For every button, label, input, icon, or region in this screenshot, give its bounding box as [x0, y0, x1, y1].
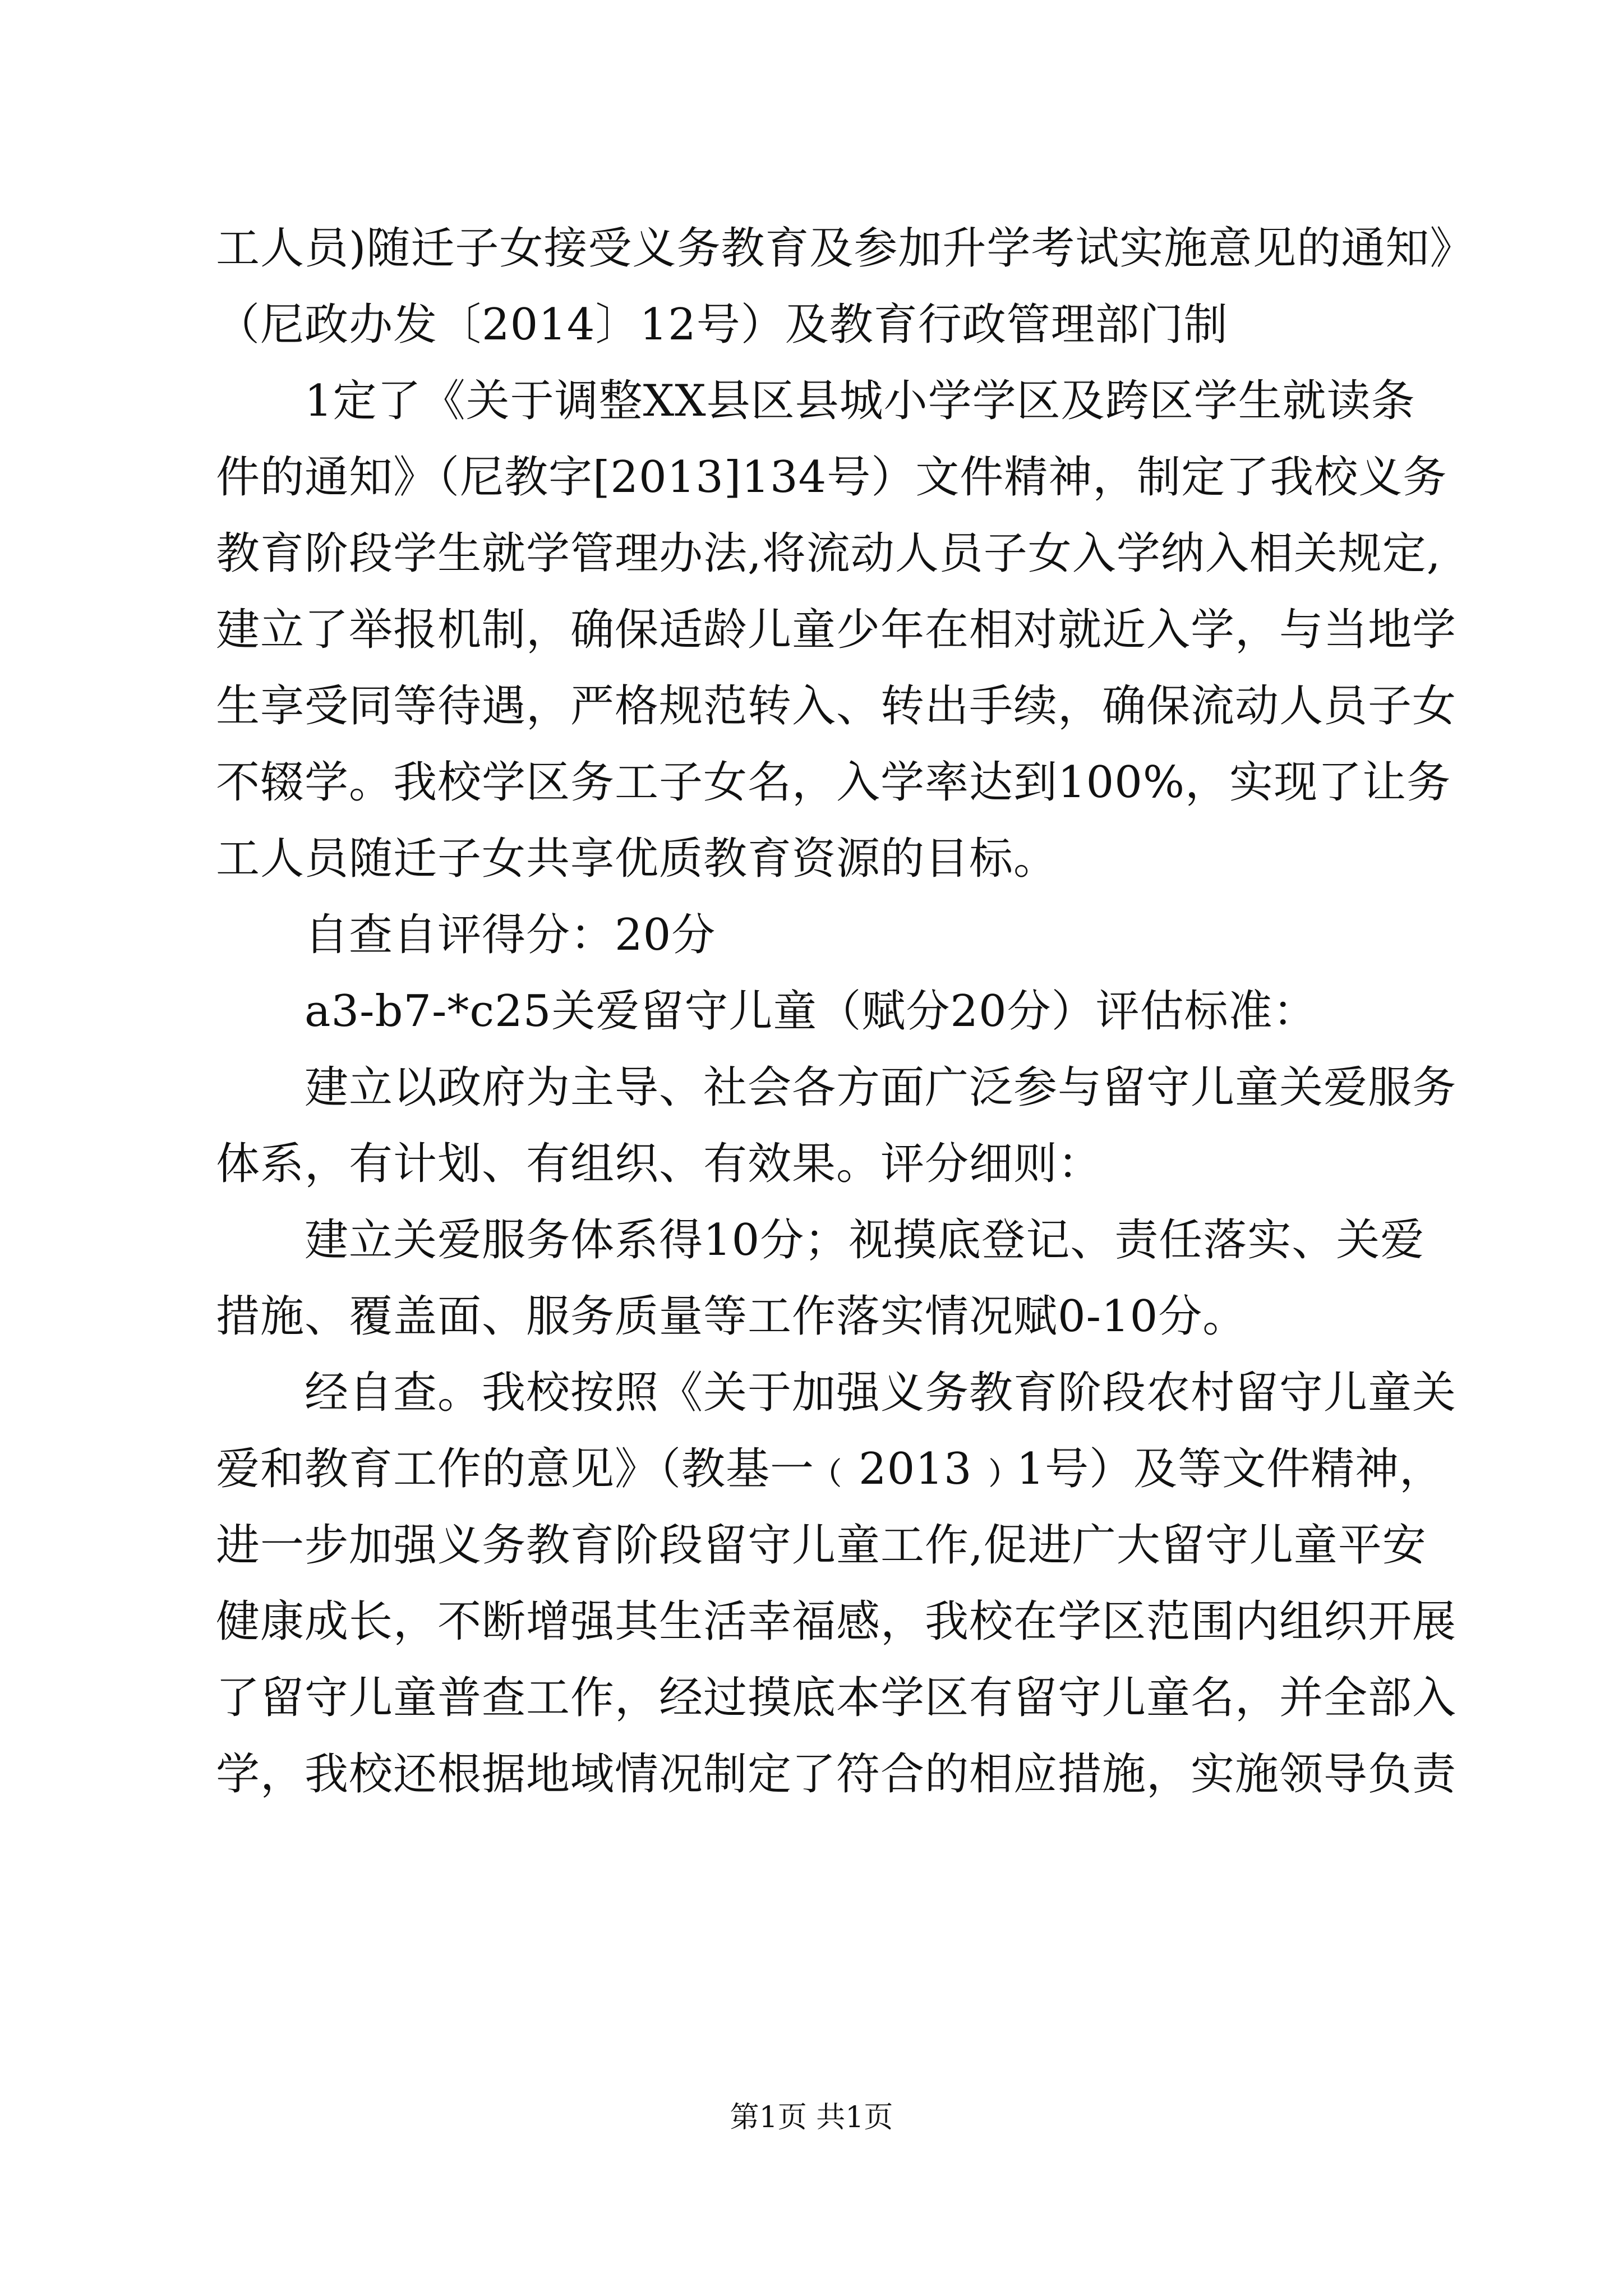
text-line: 爱和教育工作的意见》（教基一﹙2013﹚1号）及等文件精神，	[216, 1444, 1444, 1494]
text-line: 了留守儿童普查工作，经过摸底本学区有留守儿童名，并全部入	[216, 1673, 1457, 1723]
text-line: 学，我校还根据地域情况制定了符合的相应措施，实施领导负责	[216, 1749, 1457, 1800]
text-line: 进一步加强义务教育阶段留守儿童工作,促进广大留守儿童平安	[216, 1520, 1427, 1571]
page-number-label: 第1页 共1页	[730, 2101, 893, 2134]
text-line: 健康成长，不断增强其生活幸福感，我校在学区范围内组织开展	[216, 1596, 1457, 1647]
text-line: 教育阶段学生就学管理办法,将流动人员子女入学纳入相关规定,	[216, 528, 1441, 579]
text-line: 体系，有计划、有组织、有效果。评分细则：	[216, 1139, 1103, 1189]
text-line: 经自查。我校按照《关于加强义务教育阶段农村留守儿童关	[216, 1368, 1457, 1418]
document-body	[216, 210, 1474, 1812]
page-footer	[0, 2098, 1623, 2137]
text-line: 措施、覆盖面、服务质量等工作落实情况赋0-10分。	[216, 1291, 1247, 1342]
text-line: 建立以政府为主导、社会各方面广泛参与留守儿童关爱服务	[216, 1062, 1457, 1113]
text-line: 建立了举报机制，确保适龄儿童少年在相对就近入学，与当地学	[216, 605, 1457, 655]
text-line: 自查自评得分：20分	[216, 910, 716, 960]
text-line: 件的通知》（尼教字[2013]134号）文件精神，制定了我校义务	[216, 452, 1447, 503]
text-line: 1定了《关于调整XX县区县城小学学区及跨区学生就读条	[216, 376, 1415, 426]
text-line: 工人员)随迁子女接受义务教育及参加升学考试实施意见的通知》	[216, 223, 1474, 274]
text-line: 工人员随迁子女共享优质教育资源的目标。	[216, 834, 1058, 884]
text-line: 不辍学。我校学区务工子女名，入学率达到100%，实现了让务	[216, 757, 1451, 808]
text-line: 建立关爱服务体系得10分；视摸底登记、责任落实、关爱	[216, 1215, 1425, 1266]
text-line: a3-b7-*c25关爱留守儿童（赋分20分）评估标准：	[216, 986, 1317, 1037]
text-line: （尼政办发〔2014〕12号）及教育行政管理部门制	[216, 300, 1228, 350]
text-line: 生享受同等待遇，严格规范转入、转出手续，确保流动人员子女	[216, 681, 1457, 731]
